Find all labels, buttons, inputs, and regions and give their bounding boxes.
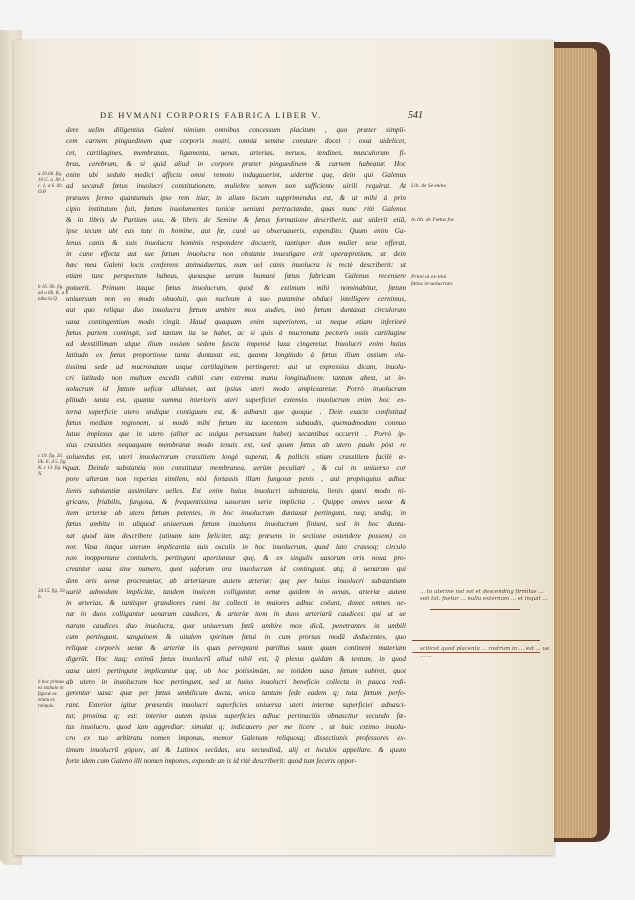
- text-line: uariè admodum implicitæ, tandem inuicem colliguntur, uenæ quidem in uenas, arteriæ autem: [66, 587, 406, 596]
- text-line: narum caudices duo inuolucra, quæ uniuersum fœtū ambire mox dicā, penetrantes in umbili: [66, 621, 406, 630]
- text-line: lutus implexus que in utero (aliter ac uulgus persuasum habet) secantibus occurrit . Porrò ip-: [66, 430, 406, 439]
- text-line: ad secundi fœtus inuolucri constitutionem, muliebre semen non sufficiente uirili requirat. At: [66, 182, 406, 191]
- text-line: tissima sede ad mucronatam usque cartilaginem pertingeret: aut ut expressius dicam, inuolu-: [66, 362, 406, 371]
- text-line: cem carnem pinguedinem quæ corporis nostri, omnia semine constare docet : ossa uidelicet,: [66, 137, 406, 146]
- text-line: cri latitudo non multum excedit cubiti cum extrema manu longitudinem: tantum abest, ut in-: [66, 373, 406, 382]
- text-line: næ in duos colligantur uenarum caudices, & arteriæ item in duos arteriarū caudices: qui ut ue: [66, 610, 406, 619]
- margin-note-right: In lib. de Fœtus for.: [411, 217, 455, 224]
- margin-note-left: c 19. fig. 26. lib. E. d 5. fig. K. c 13. fig. H. N.: [38, 454, 68, 478]
- text-line: enim ubi sedulo medici affectu omni remoto indagauerint, uiderint quę, dein qui Galenus: [66, 171, 406, 180]
- main-text-block: [66, 125, 406, 767]
- text-line: cum pertingunt, sanguinem & uitalem spiritum fœtui in cum prorsus modū deducentes, quo: [66, 632, 406, 641]
- text-line: tur, proxima q; est: interior autem ipsius superficies adhuc pertinaciùs obnascitur secundo fœ-: [66, 711, 406, 720]
- text-line: & in libris de Partium usu, & libris de Semine & fœtus formatione describerit, aut uiderit etiā,: [66, 216, 406, 225]
- margin-note-left: h hoc primus ex stabulo in figuræ ex etiam ex reliquis.: [38, 679, 65, 709]
- text-line: xat quod iam describere (utinam tam fœliciter, atq; præsens in sectione ostendere possem) co: [66, 531, 406, 540]
- text-line: gerentur uasa: quæ per fœtus umbilicum ducta, unica tantum fede eadem q; tuta fœtum perfo-: [66, 689, 406, 698]
- text-line: fœtus ambitu in aliquod uniuersum fœtum inuoluens inuolucrum finiunt, sed in hoc dunta-: [66, 520, 406, 529]
- text-line: ipse tecum ubi eas tute in homine, aut fœ, canè ue obseruaueris, expendito. Quum enim Ga-: [66, 227, 406, 236]
- text-line: pore alteram non reperias similem, nisi fortassis illam fungosæ penis , aut propinquius adhuc: [66, 475, 406, 484]
- text-line: latitudo ex fœtus proportione tanta duntaxat est, quanta longitudo à fœtus ilium ossium ela-: [66, 351, 406, 360]
- text-line: forte idem cum Galeno illi nomen impones, expende an is id ritè describerit: quod tum feceris oppor-: [66, 756, 357, 765]
- text-line: in arterias, & tantisper grandiores rami ita collecti in maiores adhuc coëunt, donec omnes ue-: [66, 599, 406, 608]
- text-line: non inopportune contuleris, pertingunt apertiuntur quę, & ex singulis uasorum oris noua pro-: [66, 554, 406, 563]
- text-line: soluendus est, uteri inuolucrorum crassitiem longè superat, & pollicis etiam crassitiem facilè æ-: [66, 452, 406, 461]
- text-line: uniuersum non eo modo obuoluit, quo nucleum à suo putamine obduci intelligere cernimus,: [66, 294, 406, 303]
- text-line: creantur uasa sine numero, quot uaforum ora inuolucrum id contingunt. atq; à uenarum qui: [66, 565, 406, 574]
- text-line: uasa uteri pertingunt implicantur quę, ob hoc potissimùm, ne totidem uasa fœtum subiret, quot: [66, 666, 406, 675]
- text-line: sius crassities nequaquam membranæ modo tenuis est, sed quum fœtus ab utero paulo pòst re: [66, 441, 406, 450]
- text-line: ab utero in inuolucrum hoc pertingunt, sed ut huius inuolucri beneficio collecta in pauca redi-: [66, 678, 406, 687]
- text-line: gricans, friabilis, fungosa, & frequentissima uasorum serie implicita . Quippe omnes uenæ &: [66, 497, 406, 506]
- text-line: uolucrum id fœtum ueficæ alluisset, aut ipsius uteri modo amplexaretur. Porrò inuolucrum: [66, 385, 406, 394]
- running-head: DE HVMANI CORPORIS FABRICA LIBER V.: [100, 110, 322, 120]
- text-line: ad dexstillimam ulque ilium ossium sedem fascia impensè laxa cingeretur. Inuolucri enim huius: [66, 340, 406, 349]
- margin-note-left: 34.15. fig. 20. b.: [38, 589, 66, 601]
- text-line: digerūt. Hoc itaq; extimū fœtus inuolucrū aliud nihil est, q̄ plexus quidam & textum, in quod: [66, 655, 406, 664]
- handwritten-strike: [412, 652, 540, 653]
- text-line: nor. Vasa itaque uterum implicantia suis osculis in hoc inuolucrum, quod lato crassoq; circulo: [66, 542, 406, 551]
- margin-note-right: Lib. de Se-mine.: [411, 183, 448, 190]
- text-line: in cane effecta aut sue fœtum inuolucra non obstante inuestigare erit operæpretium, ut dein: [66, 249, 406, 258]
- handwritten-annotation: ... to uterine not sol et descending firmitas ... soli tat. foetur ... nullu externum ... et inquit ...: [420, 589, 548, 603]
- text-line: potuerit. Primum itaque fœtus inuolucrum, quod & extimum mihi nominabitur, fœtum: [66, 283, 406, 292]
- text-line: cro ex tuo arbitratu nomen imponas, memor Galenum reliquosq; dissectionis professores ex-: [66, 734, 406, 743]
- text-line: lenus canis & suis inuolucra hominis respondere docuerit, tantisper dum mulier sese offerat,: [66, 238, 406, 247]
- text-line: cipio institutum fuit, fœtum inuolumentes tunicæ ueniunt pertractandæ, quas nunc ritè Galenus: [66, 204, 406, 213]
- text-line: uasa contingentium modo cingit. Haud quaquam enim superiorem, ut neque etiam inferiorè: [66, 317, 406, 326]
- text-line: plitudo tanta est, quanta summa interioris uteri superficiei extensio. inuolucrum enim hoc ex-: [66, 396, 406, 405]
- text-line: cet, cartilagines, membranas, ligamenta, uenas, arterias, neruos, tendines, musculorum fi-: [66, 148, 406, 157]
- margin-note-left: b 16. lib. fig. ad a lib. K. a 4 tabu la Q.: [38, 284, 68, 302]
- margin-note-right: Primi ut ex-timi fœtus in-uolucrum.: [411, 273, 454, 287]
- text-line: quat. Deinde substantia non constitutur membranea, uerùm peculiari , & cui in uniuerso cor: [66, 463, 406, 472]
- text-line: fœtus partem contingit, sed tantum ita se habet, ac si quis à mucronata pectoris ossis cartilagine: [66, 328, 406, 337]
- folio-number: 541: [408, 110, 423, 121]
- text-line: terna superficie utero undique contiguum est, & adhæsit que quoque . Dein exacte confistitad: [66, 407, 406, 416]
- text-line: timum inuolucrū χόριον, uti & Latinos secūdas, seu secundinā, alij et loculos appellare. & quum: [66, 745, 406, 754]
- handwritten-annotation: scilicet quod placenta ... rostrum in ... est ... ue ... ...: [420, 645, 550, 659]
- text-line: bras, cerebrum, & si quid aliud in corpore præter pinguedinem & carnem habeatur. Hoc: [66, 159, 406, 168]
- text-line: reliquæ corporis uenæ & arteriæ iis quas perreptant partibus suam quam continent materiam: [66, 644, 406, 653]
- text-line: præsens fermo quantumuis ipse rem itiar, in alium locum supprimendus est, & ut mihi à prin: [66, 193, 406, 202]
- text-line: dere uelim diligentius Galeni nimium omnibus concessum placitum , quo præter simpli-: [66, 126, 406, 134]
- text-line: rant. Exterior igitur præsentis inuolucri superficies uniuersa uteri internæ superficiei adnasci-: [66, 700, 406, 709]
- text-line: tus inuolucro, quod iam aggrediar: simulat q; indicauero per me licere , ut huic extimo inuolu-: [66, 723, 406, 732]
- handwritten-underline: [412, 640, 540, 641]
- margin-note-left: a 10.lib. fig. 10 G. a. lib 1. c. 1. a 6. lib. O.P.: [38, 172, 66, 196]
- text-line: lienis substantiæ assimilare uelles. Est enim huius inuolucri substantia, lienis quasi modo ni-: [66, 486, 406, 495]
- text-line: hæc mea Galeni locis conferens animaduertas, num uel canis inuolucra is rectè describerit: ut: [66, 261, 406, 270]
- text-line: item arteriæ ab utero fœtum petentes, in hoc inuolucrum duntaxat pertingunt, neq; undiq; in: [66, 509, 406, 518]
- text-line: aut quo reliqua duo inuolucra fœtum ambire mox audies, imò fœtum duntaxat circulorum: [66, 306, 406, 315]
- text-line: fœtus mediam regionem, si modò mihi fœtum ita iacentem subaudis, quemadmodum connuo: [66, 418, 406, 427]
- handwritten-underline: [430, 609, 520, 610]
- text-line: dem oris uenæ procreantur, ab arteriarum autem arteriæ: quę per huius inuolucri substantiam: [66, 576, 406, 585]
- text-line: etiam tunc perspectum habeas, quousque ueram humani fœtus fabricam Galenus recensere: [66, 272, 406, 281]
